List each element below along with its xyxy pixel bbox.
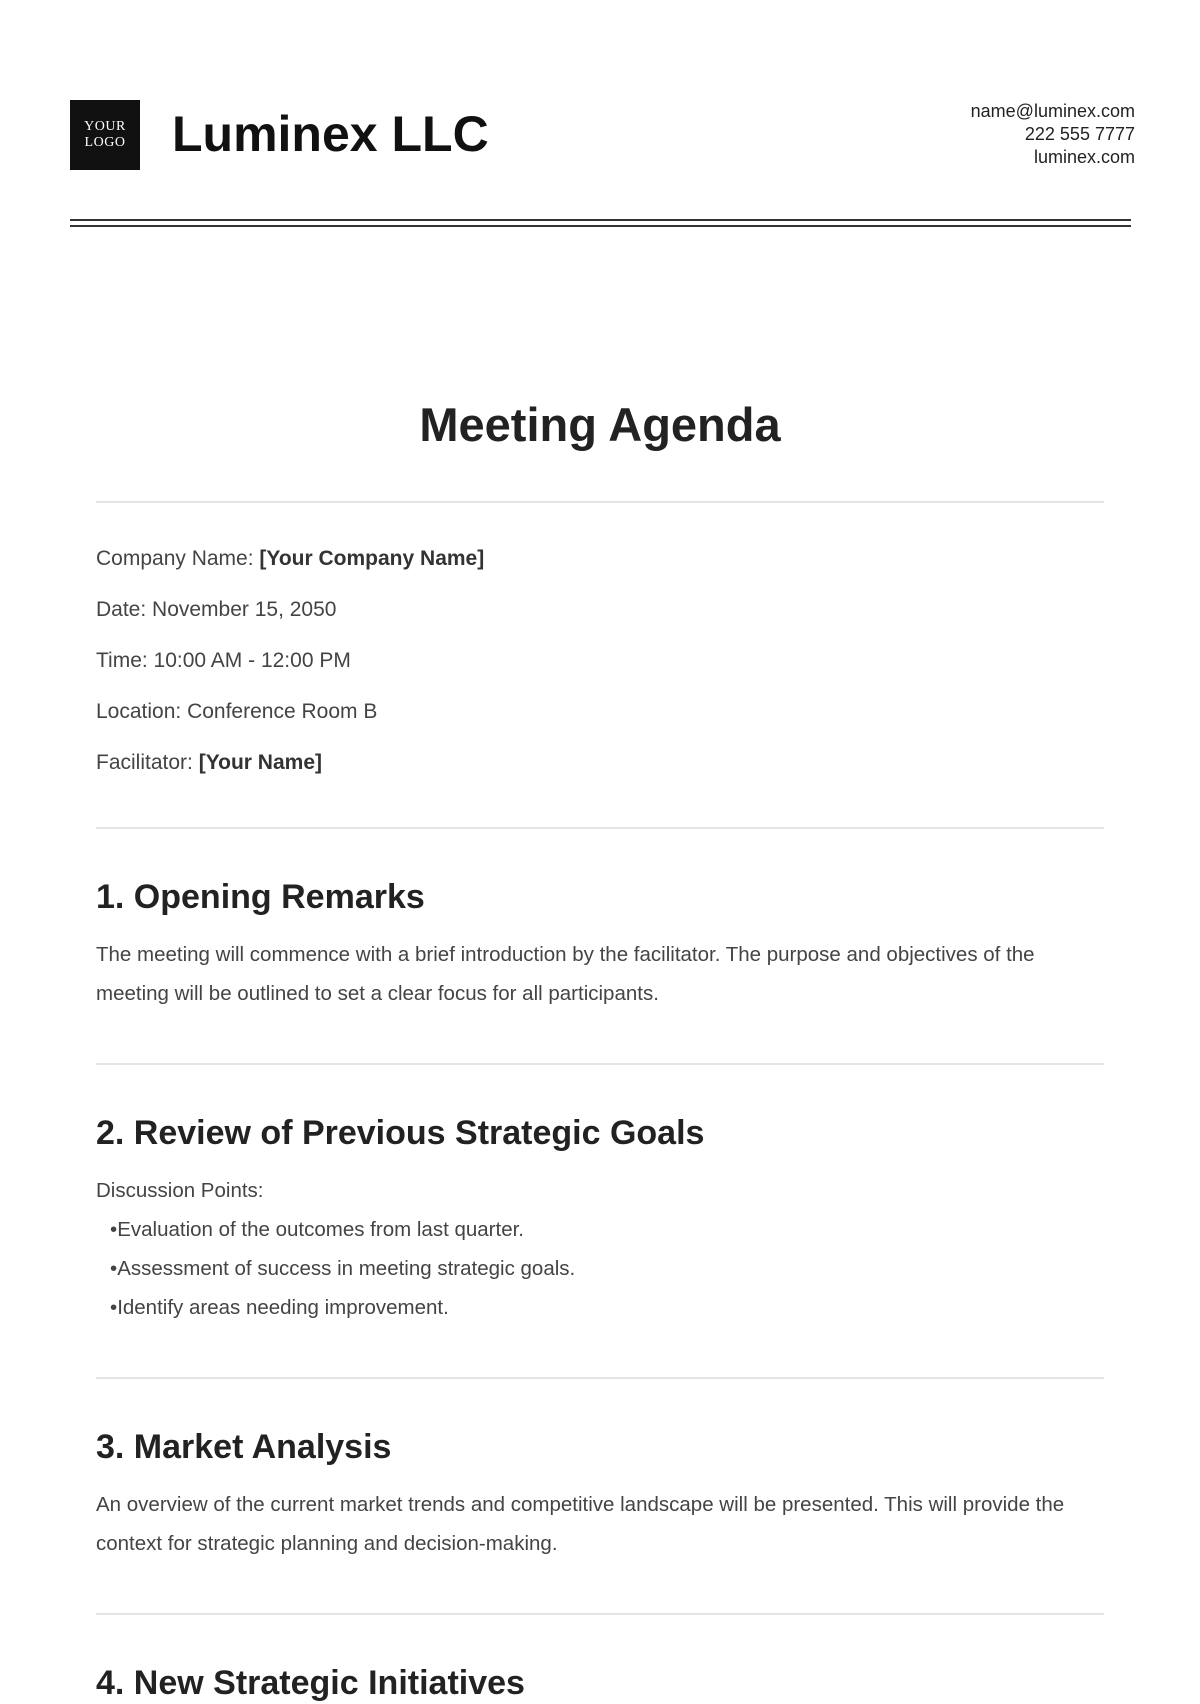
contact-email[interactable]: name@luminex.com [970,101,1135,121]
info-date: Date: November 15, 2050 [96,598,337,621]
logo-line-2: LOGO [84,135,126,150]
section-body: An overview of the current market trends and competitive landscape will be presented. This will provide the context for strategic planning and decision-making. [96,1493,1065,1555]
section-review-goals [96,1065,1104,1327]
contact-website[interactable]: luminex.com [1033,147,1135,167]
info-company-value: [Your Company Name] [259,547,485,570]
section-new-initiatives [96,1615,1104,1704]
logo-line-1: YOUR [84,119,126,134]
document-header [70,100,1135,172]
discussion-points-list [96,1210,1104,1327]
section-heading: 2. Review of Previous Strategic Goals [96,1114,705,1152]
info-company-label: Company Name: [96,547,260,570]
section-heading: 1. Opening Remarks [96,878,425,916]
section-opening-remarks [96,829,1104,1013]
section-body: The meeting will commence with a brief introduction by the facilitator. The purpose and objectives of the meeting will be outlined to set a clear focus for all participants. [96,943,1035,1005]
list-item: • Assessment of success in meeting strategic goals. [96,1249,1104,1288]
info-facilitator-label: Facilitator: [96,751,199,774]
section-market-analysis [96,1379,1104,1563]
page-title: Meeting Agenda [419,398,781,451]
list-item: • Evaluation of the outcomes from last quarter. [96,1210,1104,1249]
contact-info [971,100,1135,169]
info-facilitator-value: [Your Name] [198,751,322,774]
info-time: Time: 10:00 AM - 12:00 PM [96,649,351,672]
info-location: Location: Conference Room B [96,700,378,723]
info-facilitator [96,748,1104,778]
agenda-content [96,390,1104,1704]
discussion-points-label: Discussion Points: [96,1179,264,1202]
section-heading: 3. Market Analysis [96,1428,392,1466]
section-heading: 4. New Strategic Initiatives [96,1664,525,1702]
header-divider [70,219,1131,227]
meeting-info [96,503,1104,778]
contact-phone: 222 555 7777 [1024,124,1135,144]
company-logo [70,100,140,170]
info-company [96,544,1104,574]
list-item: • Identify areas needing improvement. [96,1288,1104,1327]
company-name: Luminex LLC [172,106,489,162]
